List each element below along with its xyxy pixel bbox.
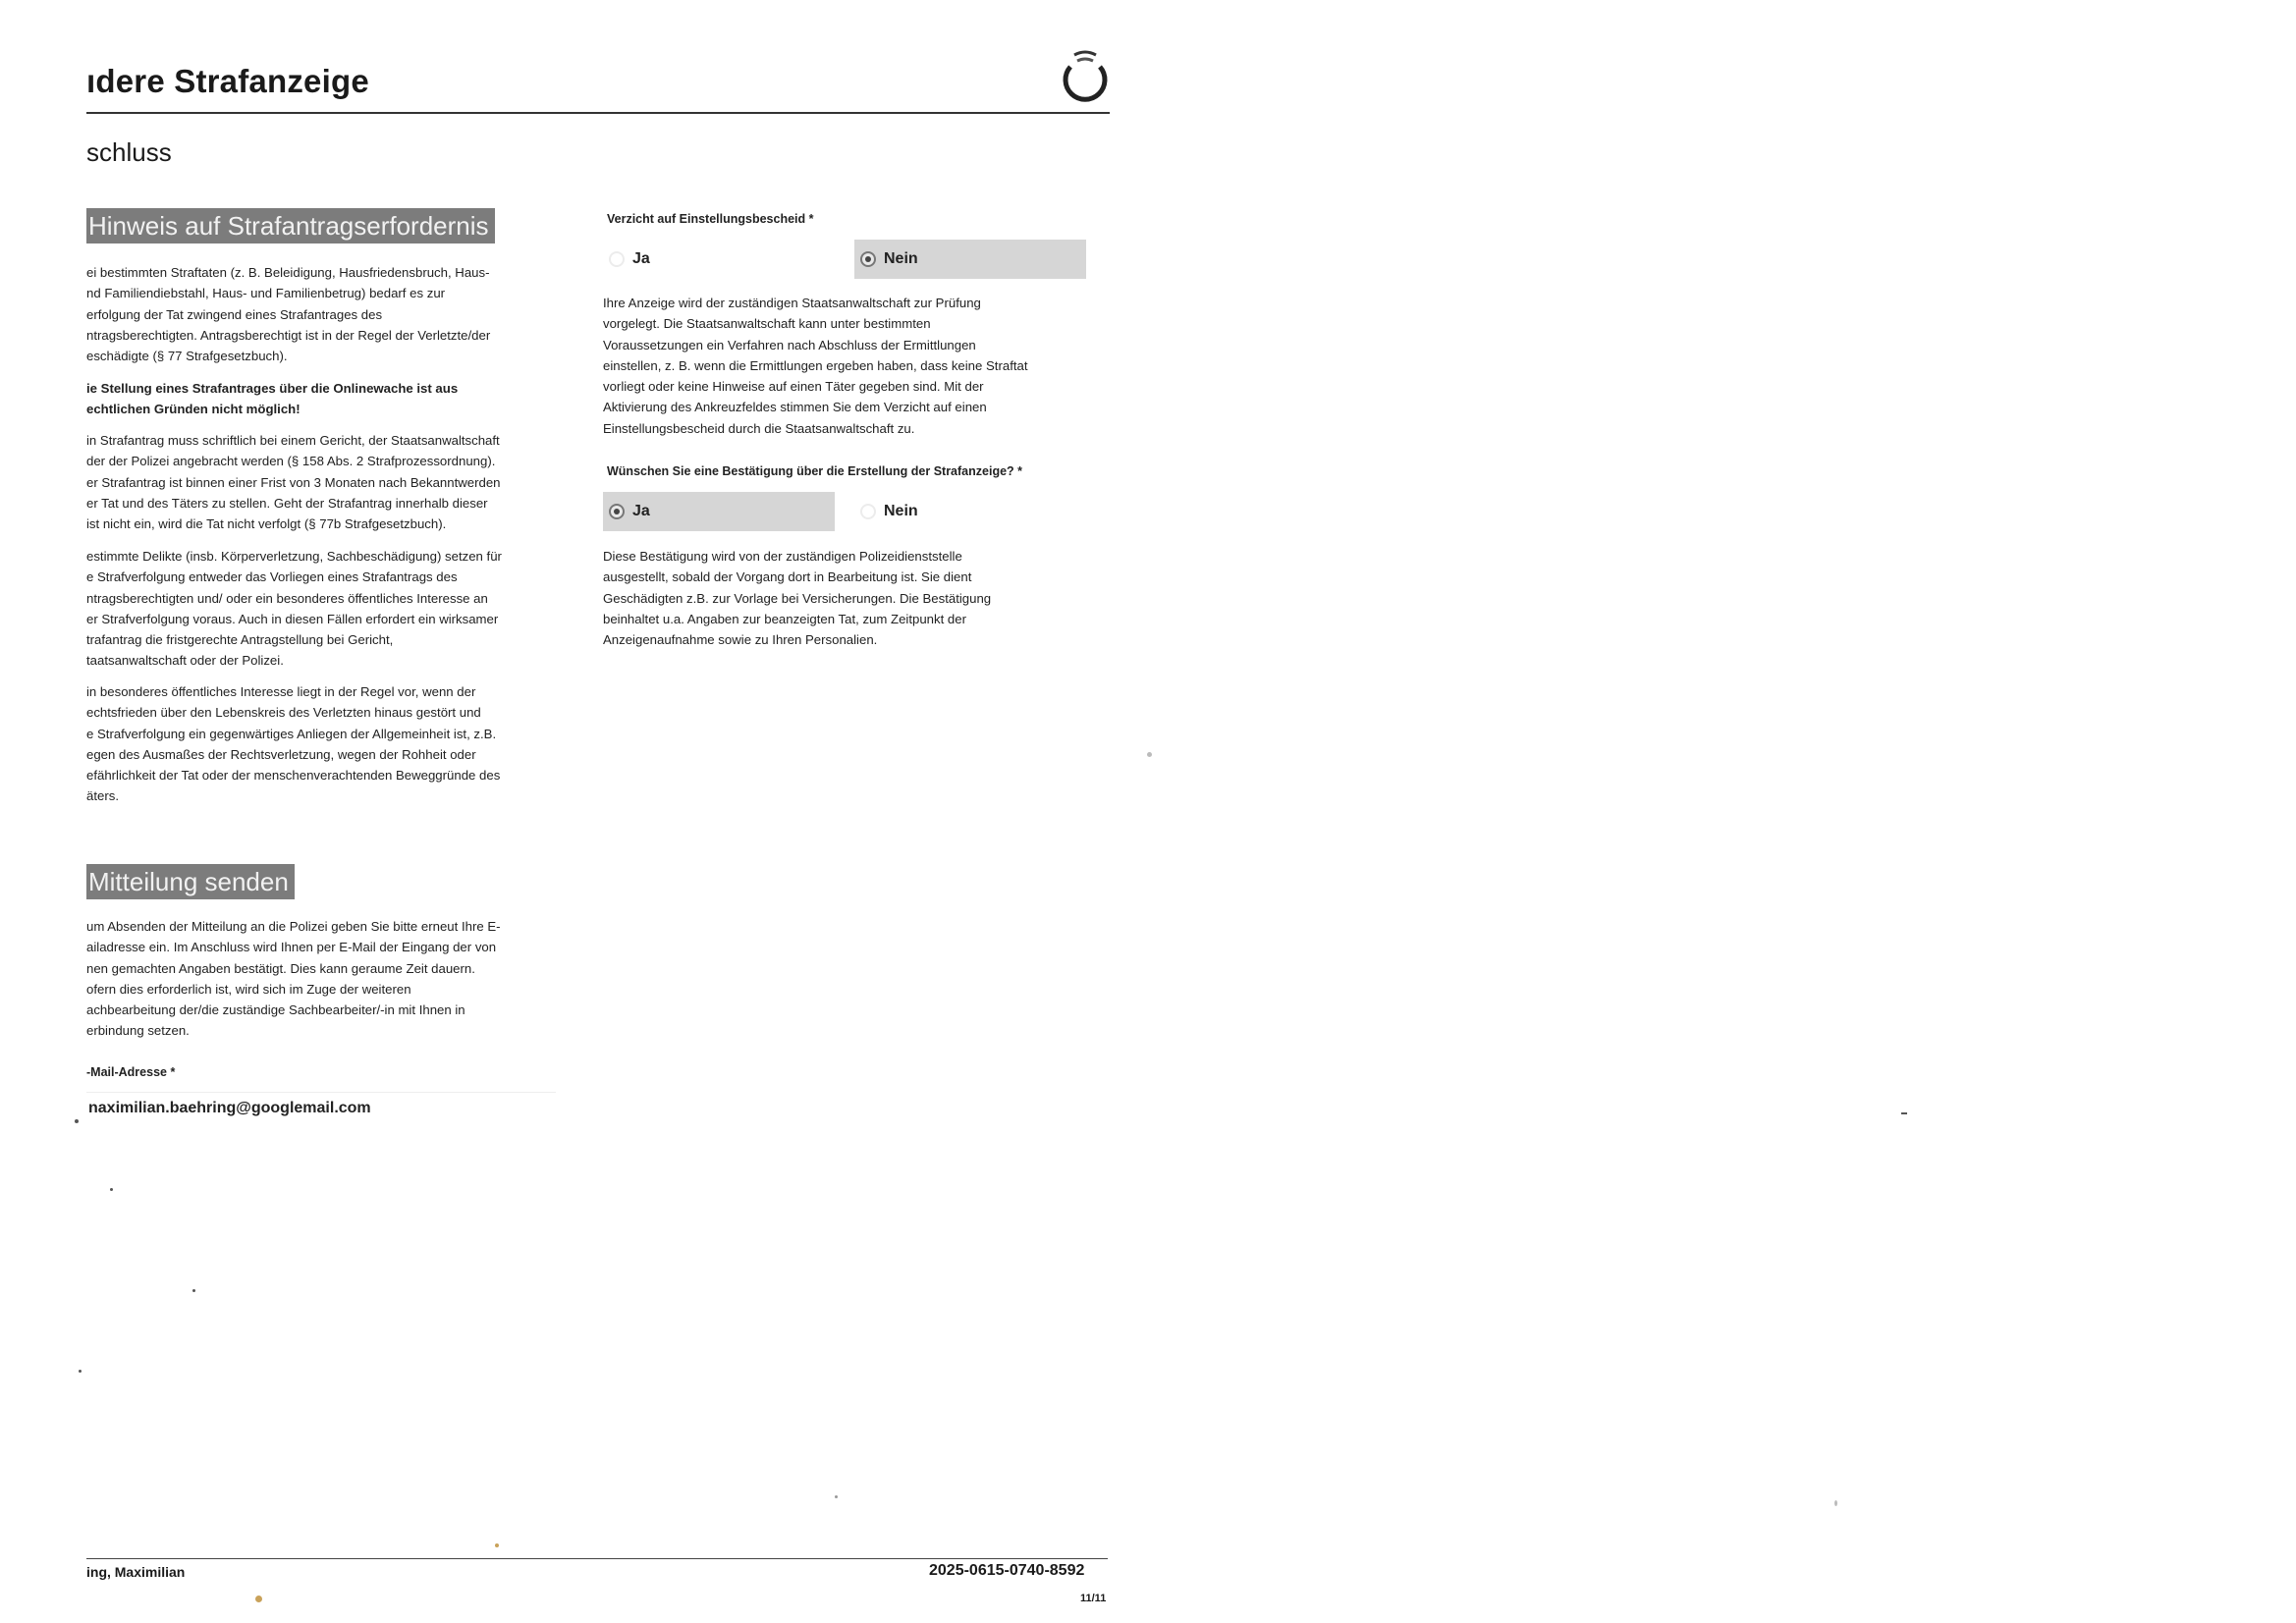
waiver-explanation: Ihre Anzeige wird der zuständigen Staatsanwaltschaft zur Prüfung vorgelegt. Die Staatsanwaltschaft kann unter bestimmten Voraussetzungen ein Verfahren nach Abschluss der Ermittlungen einstellen, z. B. wenn die Ermittlungen ergeben haben, dass keine Straftat vorliegt oder keine Hinweise auf einen Täter gegeben sind. Mit der Aktivierung des Ankreuzfeldes stimmen Sie dem Verzicht auf einen Einstellungsbescheid durch die Staatsanwaltschaft zu. (603, 296, 1028, 436)
scan-speck (110, 1188, 113, 1191)
option-label: Ja (632, 250, 650, 267)
scan-speck (1834, 1500, 1837, 1506)
scan-speck (1901, 1112, 1907, 1114)
notice-paragraph: ei bestimmten Straftaten (z. B. Beleidigung, Hausfriedensbruch, Haus- nd Familiendiebstahl, Haus- und Familienbetrug) bedarf es zur erfolgung der Tat zwingend eines Strafantrages des ntragsberechtigten. Antragsberechtigt ist in der Regel der Verletzte/der eschädigte (§ 77 Strafgesetzbuch). (86, 265, 491, 364)
footer-case-id: 2025-0615-0740-8592 (929, 1562, 1085, 1579)
confirmation-label: Wünschen Sie eine Bestätigung über die Erstellung der Strafanzeige? * (607, 464, 1022, 478)
section-subtitle: schluss (86, 137, 172, 167)
waiver-label: Verzicht auf Einstellungsbescheid * (607, 212, 814, 226)
notice-warning: ie Stellung eines Strafantrages über die Onlinewache ist aus echtlichen Gründen nicht möglich! (86, 381, 459, 417)
radio-unchecked-icon (609, 251, 625, 267)
footer-page-number: 11/11 (1080, 1593, 1107, 1604)
send-heading: Mitteilung senden (86, 864, 295, 899)
option-label: Nein (884, 250, 918, 267)
send-paragraph: um Absenden der Mitteilung an die Polizei geben Sie bitte erneut Ihre E- ailadresse ein. Im Anschluss wird Ihnen per E-Mail der Eingang der von nen gemachten Angaben bestätigt. Dies kann geraume Zeit dauern. ofern dies erforderlich ist, wird sich im Zuge der weiteren achbearbeitung der/die zuständige Sachbearbeiter/-in mit Ihnen in erbindung setzen. (86, 919, 501, 1039)
radio-checked-icon (860, 251, 876, 267)
police-badge-icon (1061, 47, 1110, 106)
option-label: Nein (884, 503, 918, 519)
radio-unchecked-icon (860, 504, 876, 519)
scan-speck (192, 1289, 195, 1292)
scan-speck (255, 1596, 262, 1602)
confirmation-option-ja[interactable] (603, 492, 835, 531)
radio-checked-icon (609, 504, 625, 519)
scan-speck (79, 1370, 82, 1373)
confirmation-option-nein[interactable] (854, 492, 1086, 531)
scan-speck (835, 1495, 838, 1498)
notice-heading: Hinweis auf Strafantragserfordernis (86, 208, 495, 243)
scan-speck (1147, 752, 1152, 757)
scan-speck (495, 1543, 499, 1547)
email-value: naximilian.baehring@googlemail.com (88, 1100, 371, 1116)
option-label: Ja (632, 503, 650, 519)
confirmation-explanation: Diese Bestätigung wird von der zuständigen Polizeidienststelle ausgestellt, sobald der Vorgang dort in Bearbeitung ist. Sie dient Geschädigten z.B. zur Vorlage bei Versicherungen. Die Bestätigung beinhaltet u.a. Angaben zur beanzeigten Tat, zum Zeitpunkt der Anzeigenaufnahme sowie zu Ihren Personalien. (603, 549, 992, 648)
header-divider (86, 112, 1110, 114)
scan-speck (75, 1119, 79, 1123)
notice-paragraph: in besonderes öffentliches Interesse liegt in der Regel vor, wenn der echtsfrieden über den Lebenskreis des Verletzten hinaus gestört und e Strafverfolgung ein gegenwärtiges Anliegen der Allgemeinheit ist, z.B. egen des Ausmaßes der Rechtsverletzung, wegen der Rohheit oder efährlichkeit der Tat oder der menschenverachtenden Beweggründe des äters. (86, 684, 501, 804)
page-title: ıdere Strafanzeige (86, 63, 369, 99)
notice-paragraph: estimmte Delikte (insb. Körperverletzung, Sachbeschädigung) setzen für e Strafverfolgung entweder das Vorliegen eines Strafantrags des ntragsberechtigten und/ oder ein besonderes öffentliches Interesse an er Strafverfolgung voraus. Auch in diesen Fällen erfordert ein wirksamer trafantrag die fristgerechte Antragstellung bei Gericht, taatsanwaltschaft oder der Polizei. (86, 549, 502, 669)
waiver-option-ja[interactable] (603, 240, 839, 279)
notice-paragraph: in Strafantrag muss schriftlich bei einem Gericht, der Staatsanwaltschaft der der Polizei angebracht werden (§ 158 Abs. 2 Strafprozessordnung). er Strafantrag ist binnen einer Frist von 3 Monaten nach Bekanntwerden er Tat und des Täters zu stellen. Geht der Strafantrag innerhalb dieser ist nicht ein, wird die Tat nicht verfolgt (§ 77b Strafgesetzbuch). (86, 433, 501, 532)
email-label: -Mail-Adresse * (86, 1065, 176, 1079)
waiver-option-nein[interactable] (854, 240, 1086, 279)
footer-name: ing, Maximilian (86, 1564, 186, 1580)
footer-divider (86, 1558, 1108, 1559)
